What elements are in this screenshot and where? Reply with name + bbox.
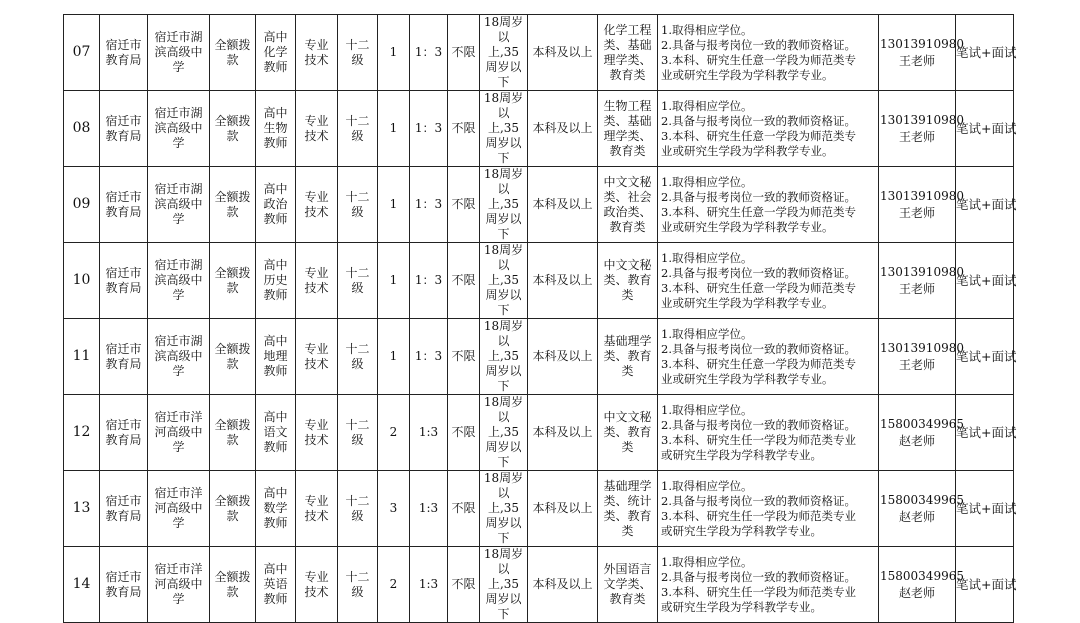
gender-cell <box>448 395 480 471</box>
position-grade: 十二级 <box>345 37 370 67</box>
exam-method: 笔试+面试 <box>956 577 1017 592</box>
education-cell <box>528 395 598 471</box>
row-number-cell <box>64 167 100 243</box>
exam-method-cell <box>956 15 1017 91</box>
school-name: 宿迁市湖滨高级中学 <box>154 182 203 226</box>
department-cell <box>100 15 148 91</box>
category-cell <box>296 15 338 91</box>
ratio-cell <box>410 15 448 91</box>
position-cell <box>256 395 296 471</box>
requirement-line: 1.取得相应学位。 <box>661 250 753 265</box>
age-cell <box>480 15 528 91</box>
position-category: 专业技术 <box>304 189 329 219</box>
major-requirement: 外国语言文学类、教育类 <box>603 562 652 606</box>
category-cell <box>296 547 338 623</box>
hiring-count: 3 <box>389 501 398 515</box>
requirement-line: 或研究生学段为学科教学专业。 <box>661 523 822 538</box>
major-cell <box>598 471 658 547</box>
row-number: 14 <box>72 576 91 592</box>
position-cell <box>256 91 296 167</box>
contact-person: 王老师 <box>898 129 935 144</box>
funding-cell <box>210 395 256 471</box>
exam-method: 笔试+面试 <box>956 45 1017 60</box>
contact-person: 赵老师 <box>898 433 935 448</box>
requirement-line: 3.本科、研究生任一学段为师范类专业 <box>661 584 856 599</box>
education-requirement: 本科及以上 <box>532 349 593 363</box>
age-requirement: 18周岁以上,35周岁以下 <box>483 319 524 393</box>
requirement-line: 1.取得相应学位。 <box>661 402 753 417</box>
row-number-cell <box>64 547 100 623</box>
department: 宿迁市教育局 <box>105 569 142 599</box>
education-requirement: 本科及以上 <box>532 273 593 287</box>
school-name: 宿迁市湖滨高级中学 <box>154 106 203 150</box>
category-cell <box>296 91 338 167</box>
age-requirement: 18周岁以上,35周岁以下 <box>483 395 524 469</box>
hiring-count: 1 <box>389 273 398 287</box>
school-cell <box>148 243 210 319</box>
row-number-cell <box>64 471 100 547</box>
age-cell <box>480 547 528 623</box>
age-requirement: 18周岁以上,35周岁以下 <box>483 167 524 241</box>
exam-method: 笔试+面试 <box>956 121 1017 136</box>
age-requirement: 18周岁以上,35周岁以下 <box>483 91 524 165</box>
funding-cell <box>210 319 256 395</box>
position-name: 高中语文教师 <box>263 410 288 454</box>
major-cell <box>598 547 658 623</box>
exam-method-cell <box>956 471 1017 547</box>
education-requirement: 本科及以上 <box>532 577 593 591</box>
position-name: 高中地理教师 <box>263 334 288 378</box>
count-cell <box>378 91 410 167</box>
grade-cell <box>338 395 378 471</box>
contact-cell <box>879 243 964 319</box>
ratio-cell <box>410 395 448 471</box>
contact-phone: 13013910980 <box>880 36 964 51</box>
grade-cell <box>338 91 378 167</box>
position-grade: 十二级 <box>345 569 370 599</box>
exam-method-cell <box>956 167 1017 243</box>
table-row <box>64 471 1014 547</box>
funding-type: 全额拨款 <box>214 341 251 371</box>
hiring-count: 1 <box>389 349 398 363</box>
school-name: 宿迁市湖滨高级中学 <box>154 258 203 302</box>
count-cell <box>378 167 410 243</box>
count-cell <box>378 395 410 471</box>
exam-method-cell <box>956 395 1017 471</box>
contact-phone: 15800349965 <box>880 416 964 431</box>
gender-cell <box>448 167 480 243</box>
exam-ratio: 1:3 <box>418 425 439 439</box>
position-grade: 十二级 <box>345 493 370 523</box>
gender-requirement: 不限 <box>451 577 476 591</box>
department: 宿迁市教育局 <box>105 417 142 447</box>
ratio-cell <box>410 167 448 243</box>
major-cell <box>598 15 658 91</box>
contact-phone: 15800349965 <box>880 492 964 507</box>
table-row <box>64 547 1014 623</box>
count-cell <box>378 319 410 395</box>
major-cell <box>598 167 658 243</box>
other-requirements-cell <box>658 319 879 395</box>
contact-phone: 13013910980 <box>880 340 964 355</box>
requirement-line: 3.本科、研究生任意一学段为师范类专 <box>661 280 856 295</box>
exam-method: 笔试+面试 <box>956 197 1017 212</box>
position-name: 高中政治教师 <box>263 182 288 226</box>
contact-cell <box>879 91 964 167</box>
age-requirement: 18周岁以上,35周岁以下 <box>483 547 524 621</box>
row-number-cell <box>64 15 100 91</box>
requirement-line: 或研究生学段为学科教学专业。 <box>661 599 822 614</box>
age-cell <box>480 471 528 547</box>
contact-cell <box>879 547 964 623</box>
major-requirement: 中文文秘类、教育类 <box>603 410 652 454</box>
grade-cell <box>338 319 378 395</box>
funding-cell <box>210 15 256 91</box>
position-cell <box>256 471 296 547</box>
table-body <box>64 15 1017 623</box>
position-cell <box>256 319 296 395</box>
hiring-count: 1 <box>389 197 398 211</box>
gender-requirement: 不限 <box>451 501 476 515</box>
education-cell <box>528 471 598 547</box>
gender-requirement: 不限 <box>451 121 476 135</box>
position-category: 专业技术 <box>304 569 329 599</box>
hiring-count: 1 <box>389 45 398 59</box>
requirement-line: 1.取得相应学位。 <box>661 22 753 37</box>
gender-requirement: 不限 <box>451 273 476 287</box>
requirement-line: 3.本科、研究生任一学段为师范类专业 <box>661 432 856 447</box>
position-category: 专业技术 <box>304 265 329 295</box>
other-requirements-cell <box>658 547 879 623</box>
department-cell <box>100 547 148 623</box>
education-cell <box>528 15 598 91</box>
contact-person: 赵老师 <box>898 585 935 600</box>
exam-method-cell <box>956 319 1017 395</box>
requirement-line: 2.具备与报考岗位一致的教师资格证。 <box>661 113 856 128</box>
ratio-cell <box>410 471 448 547</box>
major-cell <box>598 91 658 167</box>
funding-type: 全额拨款 <box>214 417 251 447</box>
hiring-count: 2 <box>389 577 398 591</box>
row-number-cell <box>64 319 100 395</box>
school-name: 宿迁市湖滨高级中学 <box>154 30 203 74</box>
exam-method-cell <box>956 243 1017 319</box>
requirement-line: 或研究生学段为学科教学专业。 <box>661 447 822 462</box>
requirement-line: 业或研究生学段为学科教学专业。 <box>661 67 834 82</box>
major-requirement: 基础理学类、统计类、教育类 <box>603 478 652 538</box>
age-requirement: 18周岁以上,35周岁以下 <box>483 243 524 317</box>
position-grade: 十二级 <box>345 113 370 143</box>
other-requirements-cell <box>658 243 879 319</box>
gender-cell <box>448 547 480 623</box>
position-category: 专业技术 <box>304 493 329 523</box>
ratio-cell <box>410 243 448 319</box>
position-grade: 十二级 <box>345 265 370 295</box>
position-grade: 十二级 <box>345 341 370 371</box>
school-cell <box>148 547 210 623</box>
row-number: 11 <box>72 348 91 364</box>
ratio-cell <box>410 547 448 623</box>
requirement-line: 2.具备与报考岗位一致的教师资格证。 <box>661 569 856 584</box>
funding-type: 全额拨款 <box>214 265 251 295</box>
position-cell <box>256 167 296 243</box>
department-cell <box>100 395 148 471</box>
gender-cell <box>448 243 480 319</box>
requirement-line: 3.本科、研究生任意一学段为师范类专 <box>661 356 856 371</box>
education-cell <box>528 319 598 395</box>
funding-cell <box>210 547 256 623</box>
education-cell <box>528 243 598 319</box>
other-requirements-cell <box>658 15 879 91</box>
department-cell <box>100 167 148 243</box>
row-number-cell <box>64 243 100 319</box>
requirement-line: 3.本科、研究生任意一学段为师范类专 <box>661 128 856 143</box>
school-cell <box>148 167 210 243</box>
major-cell <box>598 395 658 471</box>
row-number: 08 <box>72 120 91 136</box>
requirement-line: 1.取得相应学位。 <box>661 554 753 569</box>
requirement-line: 2.具备与报考岗位一致的教师资格证。 <box>661 37 856 52</box>
exam-ratio: 1：3 <box>414 273 443 287</box>
department: 宿迁市教育局 <box>105 265 142 295</box>
contact-person: 王老师 <box>898 53 935 68</box>
requirement-line: 业或研究生学段为学科教学专业。 <box>661 371 834 386</box>
grade-cell <box>338 547 378 623</box>
funding-cell <box>210 91 256 167</box>
department: 宿迁市教育局 <box>105 37 142 67</box>
requirement-line: 1.取得相应学位。 <box>661 478 753 493</box>
position-category: 专业技术 <box>304 37 329 67</box>
gender-cell <box>448 471 480 547</box>
row-number: 07 <box>72 44 91 60</box>
contact-person: 王老师 <box>898 205 935 220</box>
department-cell <box>100 471 148 547</box>
exam-ratio: 1：3 <box>414 121 443 135</box>
recruitment-table-sheet <box>63 14 1017 621</box>
position-name: 高中英语教师 <box>263 562 288 606</box>
major-requirement: 生物工程类、基础理学类、教育类 <box>603 98 652 158</box>
school-name: 宿迁市湖滨高级中学 <box>154 334 203 378</box>
position-name: 高中历史教师 <box>263 258 288 302</box>
position-grade: 十二级 <box>345 417 370 447</box>
school-name: 宿迁市洋河高级中学 <box>154 562 203 606</box>
contact-cell <box>879 167 964 243</box>
requirement-line: 2.具备与报考岗位一致的教师资格证。 <box>661 189 856 204</box>
major-requirement: 化学工程类、基础理学类、教育类 <box>603 22 652 82</box>
other-requirements-cell <box>658 471 879 547</box>
department-cell <box>100 243 148 319</box>
school-cell <box>148 395 210 471</box>
count-cell <box>378 243 410 319</box>
funding-cell <box>210 243 256 319</box>
contact-phone: 15800349965 <box>880 568 964 583</box>
other-requirements-cell <box>658 91 879 167</box>
age-cell <box>480 243 528 319</box>
gender-cell <box>448 15 480 91</box>
major-cell <box>598 319 658 395</box>
major-requirement: 中文文秘类、社会政治类、教育类 <box>603 174 652 234</box>
table-row <box>64 395 1014 471</box>
gender-cell <box>448 91 480 167</box>
position-cell <box>256 547 296 623</box>
gender-requirement: 不限 <box>451 349 476 363</box>
contact-phone: 13013910980 <box>880 264 964 279</box>
row-number-cell <box>64 91 100 167</box>
gender-requirement: 不限 <box>451 425 476 439</box>
school-cell <box>148 319 210 395</box>
position-grade: 十二级 <box>345 189 370 219</box>
position-name: 高中生物教师 <box>263 106 288 150</box>
row-number: 10 <box>72 272 91 288</box>
position-name: 高中化学教师 <box>263 30 288 74</box>
contact-person: 王老师 <box>898 357 935 372</box>
position-cell <box>256 243 296 319</box>
department-cell <box>100 91 148 167</box>
gender-cell <box>448 319 480 395</box>
recruitment-table <box>63 14 1017 623</box>
count-cell <box>378 15 410 91</box>
requirement-line: 2.具备与报考岗位一致的教师资格证。 <box>661 417 856 432</box>
gender-requirement: 不限 <box>451 45 476 59</box>
exam-method: 笔试+面试 <box>956 425 1017 440</box>
requirement-line: 业或研究生学段为学科教学专业。 <box>661 219 834 234</box>
row-number-cell <box>64 395 100 471</box>
school-name: 宿迁市洋河高级中学 <box>154 486 203 530</box>
table-row <box>64 167 1014 243</box>
department: 宿迁市教育局 <box>105 493 142 523</box>
department-cell <box>100 319 148 395</box>
school-name: 宿迁市洋河高级中学 <box>154 410 203 454</box>
funding-type: 全额拨款 <box>214 189 251 219</box>
row-number: 12 <box>72 424 91 440</box>
requirement-line: 1.取得相应学位。 <box>661 98 753 113</box>
table-row <box>64 15 1014 91</box>
grade-cell <box>338 167 378 243</box>
position-category: 专业技术 <box>304 417 329 447</box>
table-row <box>64 319 1014 395</box>
education-requirement: 本科及以上 <box>532 501 593 515</box>
age-cell <box>480 395 528 471</box>
category-cell <box>296 243 338 319</box>
education-requirement: 本科及以上 <box>532 197 593 211</box>
funding-cell <box>210 471 256 547</box>
table-row <box>64 243 1014 319</box>
requirement-line: 业或研究生学段为学科教学专业。 <box>661 295 834 310</box>
age-requirement: 18周岁以上,35周岁以下 <box>483 471 524 545</box>
contact-phone: 13013910980 <box>880 112 964 127</box>
education-cell <box>528 167 598 243</box>
education-requirement: 本科及以上 <box>532 45 593 59</box>
exam-ratio: 1:3 <box>418 577 439 591</box>
count-cell <box>378 471 410 547</box>
contact-cell <box>879 471 964 547</box>
education-cell <box>528 91 598 167</box>
exam-method-cell <box>956 91 1017 167</box>
exam-ratio: 1：3 <box>414 197 443 211</box>
count-cell <box>378 547 410 623</box>
requirement-line: 2.具备与报考岗位一致的教师资格证。 <box>661 265 856 280</box>
exam-ratio: 1：3 <box>414 45 443 59</box>
hiring-count: 1 <box>389 121 398 135</box>
funding-type: 全额拨款 <box>214 493 251 523</box>
requirement-line: 3.本科、研究生任意一学段为师范类专 <box>661 52 856 67</box>
education-cell <box>528 547 598 623</box>
requirement-line: 2.具备与报考岗位一致的教师资格证。 <box>661 341 856 356</box>
education-requirement: 本科及以上 <box>532 425 593 439</box>
contact-cell <box>879 15 964 91</box>
department: 宿迁市教育局 <box>105 189 142 219</box>
requirement-line: 1.取得相应学位。 <box>661 326 753 341</box>
exam-ratio: 1：3 <box>414 349 443 363</box>
major-requirement: 基础理学类、教育类 <box>603 334 652 378</box>
category-cell <box>296 167 338 243</box>
grade-cell <box>338 15 378 91</box>
grade-cell <box>338 471 378 547</box>
school-cell <box>148 15 210 91</box>
other-requirements-cell <box>658 395 879 471</box>
exam-method: 笔试+面试 <box>956 273 1017 288</box>
age-cell <box>480 319 528 395</box>
contact-person: 赵老师 <box>898 509 935 524</box>
school-cell <box>148 471 210 547</box>
exam-method: 笔试+面试 <box>956 501 1017 516</box>
category-cell <box>296 319 338 395</box>
requirement-line: 业或研究生学段为学科教学专业。 <box>661 143 834 158</box>
funding-cell <box>210 167 256 243</box>
row-number: 09 <box>72 196 91 212</box>
category-cell <box>296 395 338 471</box>
exam-method-cell <box>956 547 1017 623</box>
row-number: 13 <box>72 500 91 516</box>
requirement-line: 1.取得相应学位。 <box>661 174 753 189</box>
funding-type: 全额拨款 <box>214 113 251 143</box>
category-cell <box>296 471 338 547</box>
school-cell <box>148 91 210 167</box>
contact-cell <box>879 319 964 395</box>
contact-person: 王老师 <box>898 281 935 296</box>
contact-cell <box>879 395 964 471</box>
gender-requirement: 不限 <box>451 197 476 211</box>
grade-cell <box>338 243 378 319</box>
age-cell <box>480 167 528 243</box>
contact-phone: 13013910980 <box>880 188 964 203</box>
position-category: 专业技术 <box>304 341 329 371</box>
age-requirement: 18周岁以上,35周岁以下 <box>483 15 524 89</box>
education-requirement: 本科及以上 <box>532 121 593 135</box>
hiring-count: 2 <box>389 425 398 439</box>
exam-ratio: 1:3 <box>418 501 439 515</box>
table-row <box>64 91 1014 167</box>
ratio-cell <box>410 319 448 395</box>
position-category: 专业技术 <box>304 113 329 143</box>
position-name: 高中数学教师 <box>263 486 288 530</box>
exam-method: 笔试+面试 <box>956 349 1017 364</box>
major-requirement: 中文文秘类、教育类 <box>603 258 652 302</box>
major-cell <box>598 243 658 319</box>
funding-type: 全额拨款 <box>214 37 251 67</box>
funding-type: 全额拨款 <box>214 569 251 599</box>
ratio-cell <box>410 91 448 167</box>
requirement-line: 2.具备与报考岗位一致的教师资格证。 <box>661 493 856 508</box>
other-requirements-cell <box>658 167 879 243</box>
position-cell <box>256 15 296 91</box>
department: 宿迁市教育局 <box>105 341 142 371</box>
requirement-line: 3.本科、研究生任一学段为师范类专业 <box>661 508 856 523</box>
age-cell <box>480 91 528 167</box>
requirement-line: 3.本科、研究生任意一学段为师范类专 <box>661 204 856 219</box>
department: 宿迁市教育局 <box>105 113 142 143</box>
